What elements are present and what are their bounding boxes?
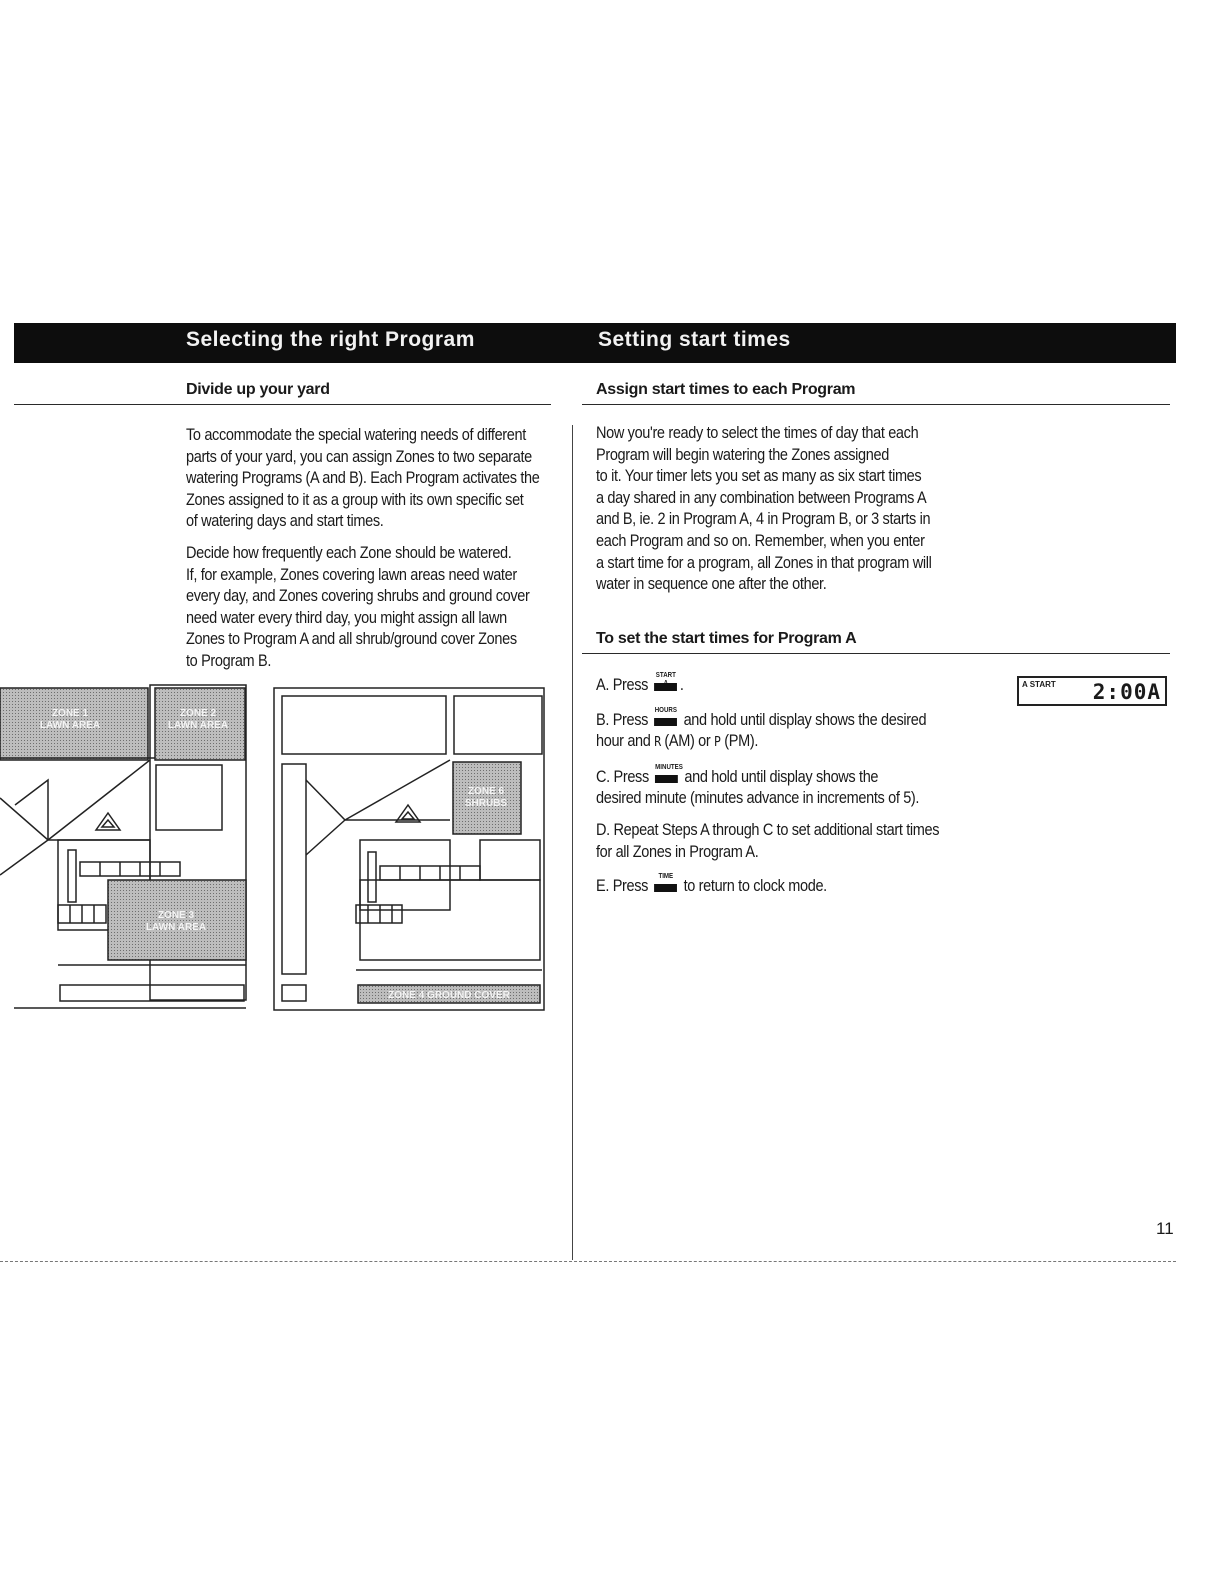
text-line: Program will begin watering the Zones assigned: [596, 445, 889, 464]
pm-segment-icon: P: [714, 735, 721, 751]
key-bar: [654, 884, 677, 892]
key-label: MINUTES: [655, 763, 683, 771]
subhead-assign-start-times: Assign start times to each Program: [596, 381, 856, 398]
text-line: Decide how frequently each Zone should be watered.: [186, 543, 512, 562]
subhead-divide-yard: Divide up your yard: [186, 381, 330, 398]
text-line: a day shared in any combination between Programs A: [596, 488, 927, 507]
step-c-line2: desired minute (minutes advance in increments of 5).: [596, 789, 920, 808]
time-key-icon: [654, 873, 677, 893]
zone1-sublabel: LAWN AREA: [39, 720, 101, 731]
lcd-value: 2:00A: [1092, 680, 1161, 704]
zone2-sublabel: LAWN AREA: [167, 720, 229, 731]
subhead-set-start-times-a: To set the start times for Program A: [596, 630, 857, 647]
text-line: Now you're ready to select the times of day that each: [596, 424, 919, 442]
step-text: B. Press: [596, 710, 649, 729]
column-divider: [572, 425, 573, 1260]
text-line: Zones to Program A and all shrub/ground cover Zones: [186, 630, 517, 649]
right-subhead-rule: [582, 404, 1170, 405]
step-text: to return to clock mode.: [683, 877, 827, 896]
step-c: [596, 764, 939, 789]
text-line: watering Programs (A and B). Each Program activates the: [186, 469, 540, 488]
step-d-line2: for all Zones in Program A.: [596, 842, 759, 861]
left-intro-text: [186, 425, 539, 673]
step-text: A. Press: [596, 676, 649, 694]
step-a: [596, 672, 939, 697]
zone3-label: ZONE 3: [157, 910, 195, 921]
step-b: [596, 707, 939, 732]
key-bar: [655, 775, 678, 783]
zone1-label: ZONE 1: [51, 708, 89, 719]
start-a-key-icon: [654, 672, 677, 692]
step-text: and hold until display shows the: [684, 767, 879, 786]
left-subhead-rule: [14, 404, 551, 405]
text-line: each Program and so on. Remember, when you enter: [596, 531, 925, 550]
text-line: every day, and Zones covering shrubs and ground cover: [186, 587, 530, 606]
diagram-program-a: [0, 685, 246, 1008]
step-text: (PM).: [724, 732, 759, 751]
text-line: to it. Your timer lets you set as many as six start times: [596, 467, 922, 486]
am-segment-icon: R: [654, 735, 661, 751]
text-line: Zones assigned to it as a group with its own specific set: [186, 490, 524, 509]
steps-list: [596, 672, 939, 908]
step-b-line2: [596, 731, 939, 754]
right-subhead2-rule: [582, 653, 1170, 654]
zone3-sublabel: LAWN AREA: [145, 922, 207, 933]
zone2-label: ZONE 2: [179, 708, 217, 719]
key-label: HOURS: [654, 706, 677, 714]
text-line: If, for example, Zones covering lawn areas need water: [186, 565, 517, 584]
lcd-display: [1017, 676, 1167, 706]
step-text: hour and: [596, 732, 651, 751]
left-section-title: Selecting the right Program: [186, 328, 475, 351]
step-text: .: [679, 676, 684, 694]
footer-rule: [0, 1261, 1176, 1262]
right-section-title: Setting start times: [598, 328, 791, 351]
text-line: and B, ie. 2 in Program A, 4 in Program B, or 3 starts in: [596, 510, 931, 529]
key-bar: [654, 718, 677, 726]
text-line: of watering days and start times.: [186, 512, 384, 531]
key-bar: [654, 683, 677, 691]
text-line: water in sequence one after the other.: [596, 575, 827, 594]
step-text: C. Press: [596, 767, 649, 786]
text-line: To accommodate the special watering needs of different: [186, 426, 526, 444]
page-number: 11: [1156, 1219, 1174, 1238]
key-label: START: [655, 672, 676, 679]
text-line: parts of your yard, you can assign Zones to two separate: [186, 447, 532, 466]
step-text: (AM) or: [664, 732, 711, 751]
step-d: D. Repeat Steps A through C to set additional start times: [596, 820, 940, 839]
key-label: TIME: [658, 873, 674, 881]
right-intro-text: [596, 423, 931, 596]
zone4-label: ZONE 4 GROUND COVER: [388, 990, 510, 1001]
text-line: to Program B.: [186, 651, 272, 670]
diagram-program-b: [274, 688, 544, 1010]
step-e: [596, 873, 939, 898]
hours-key-icon: [654, 707, 677, 727]
zone6-label: ZONE 6: [467, 786, 505, 797]
text-line: need water every third day, you might assign all lawn: [186, 608, 507, 627]
step-text: E. Press: [596, 877, 649, 896]
minutes-key-icon: [655, 763, 683, 784]
step-text: and hold until display shows the desired: [683, 710, 927, 729]
zone6-sublabel: SHRUBS: [464, 798, 508, 809]
lcd-label: A START: [1022, 680, 1056, 689]
yard-diagrams: [0, 680, 560, 1015]
text-line: a start time for a program, all Zones in that program will: [596, 553, 932, 572]
